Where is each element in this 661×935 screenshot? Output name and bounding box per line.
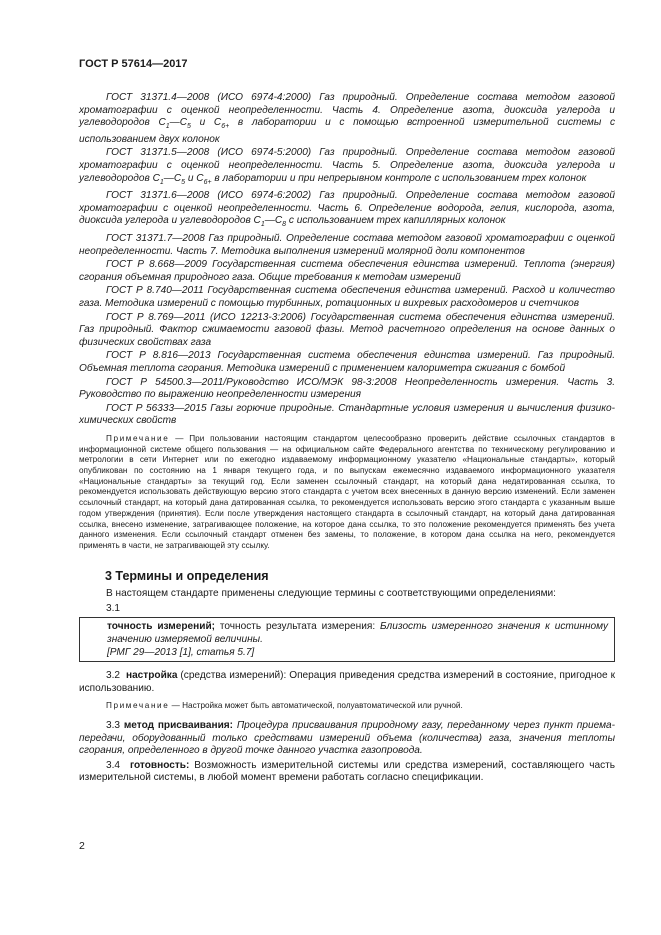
document-header: ГОСТ Р 57614—2017 xyxy=(79,58,188,70)
ref-gost-r-8-816: ГОСТ Р 8.816—2013 Государственная система обеспечения единства измерений. Газ природный. Объемная теплота сгорания. Методика измерений с применением калориметра сжигания с бомбой xyxy=(79,350,615,374)
ref-gost-31371-6: ГОСТ 31371.6—2008 (ИСО 6974-6:2002) Газ природный. Определение состава методом газовой хроматографии с оценкой неопределенности. Часть 6. Определение водорода, гелия, кислорода, азота, диоксида углерода и углеводородов $C_1—C_8$ с использованием трех капиллярных колонок xyxy=(79,190,615,229)
ref-gost-31371-5: ГОСТ 31371.5—2008 (ИСО 6974-5:2000) Газ природный. Определение состава методом газовой хроматографии с оценкой неопределенности. Часть 5. Определение азота, диоксида углерода и углеводородов $C_1—C_5$ и $C_{6+}$ в лаборатории и при непрерывном контроле с использованием трех колонок xyxy=(79,147,615,186)
term-assignment-method: метод присваивания: xyxy=(123,720,234,732)
term-accuracy-source: [РМГ 29—2013 [1], статья 5.7] xyxy=(107,646,255,658)
ref-gost-r-54500-3: ГОСТ Р 54500.3—2011/Руководство ИСО/МЭК 98-3:2008 Неопределенность измерения. Часть 3. Руководство по выражению неопределенности измерения xyxy=(79,376,615,401)
note-references: Примечание — При пользовании настоящим стандартом целесообразно проверить действие ссылочных стандартов в информационной системе общего пользования — на официальном сайте Федерального агентства по техническому регулированию и метрологии в сети Интернет или по ежегодно издаваемому информационному указателю «Национальные стандарты», который опубликован по состоянию на 1 января текущего года, и по выпускам ежемесячно издаваемого информационного указателя «Национальные стандарты» за текущий год. Если заменен ссылочный стандарт, на который дана недатированная ссылка, то рекомендуется использовать действующую версию этого стандарта с учетом всех внесенных в данную версию изменений. Если заменен ссылочный стандарт, на который дана датированная ссылка, то рекомендуется использовать версию этого стандарта с указанным выше годом утверждения (принятия). Если после утверждения настоящего стандарта в ссылочный стандарт, на который дана датированная ссылка, внесено изменение, затрагивающее положение, на которое дана ссылка, то это положение рекомендуется применять без учета данного изменения. Если ссылочный стандарт отменен без замены, то положение, в котором дана ссылка на него, рекомендуется применять в части, не затрагивающей эту ссылку. xyxy=(79,433,615,550)
ref-gost-31371-4: ГОСТ 31371.4—2008 (ИСО 6974-4:2000) Газ природный. Определение состава методом газовой хроматографии с оценкой неопределенности. Часть 4. Определение азота, диоксида углерода и углеводородов $C_1—C_5$ и $C_{6+}$ в лаборатории и с помощью встроенной измерительной системы с использованием двух колонок xyxy=(79,92,615,145)
section-title: 3 Термины и определения xyxy=(105,568,269,583)
ref-gost-r-56333: ГОСТ Р 56333—2015 Газы горючие природные. Стандартные условия измерения и вычисления физико-химических свойств xyxy=(79,402,615,427)
note-adjustment: Примечание — Настройка может быть автоматической, полуавтоматической или ручной. xyxy=(106,701,463,711)
section-intro: В настоящем стандарте применены следующие термины с соответствующими определениями: xyxy=(106,588,556,600)
page-number: 2 xyxy=(79,840,85,852)
ref-gost-r-8-769: ГОСТ Р 8.769—2011 (ИСО 12213-3:2006) Государственная система обеспечения единства измерений. Газ природный. Фактор сжимаемости газовой фазы. Метод расчетного определения на основе данных о физических свойствах газа xyxy=(79,311,615,348)
term-number-3-1: 3.1 xyxy=(106,602,121,614)
note-label: Примечание xyxy=(106,433,170,443)
term-3-3: 3.3 метод присваивания: Процедура присваивания природному газу, переданному через пункт приема-передачи, оборудованный только средствами измерений объема (количества) газа, значения теплоты сгорания, определенного в другой точке данного участка газопровода. xyxy=(79,720,615,757)
term-adjustment: настройка xyxy=(125,670,178,682)
document-body xyxy=(79,92,615,787)
term-accuracy: точность измерений; xyxy=(107,621,216,633)
term-3-4: 3.4 готовность: Возможность измерительной системы или средства измерений, составляющего часть измерительной системы, в любой момент времени работать согласно спецификации. xyxy=(79,759,615,784)
term-readiness: готовность: xyxy=(129,759,190,771)
ref-gost-r-8-740: ГОСТ Р 8.740—2011 Государственная система обеспечения единства измерений. Расход и количество газа. Методика измерений с помощью турбинных, ротационных и вихревых расходомеров и счетчиков xyxy=(79,285,615,309)
term-accuracy-definition: Близость измеренного значения к истинному значению измеряемой величины. xyxy=(107,621,608,645)
term-box-accuracy: точность измерений; точность результата измерения: Близость измеренного значения к истинному значению измеряемой величины. [РМГ 29—2013 [1], статья 5.7] xyxy=(79,617,615,662)
ref-gost-31371-7: ГОСТ 31371.7—2008 Газ природный. Определение состава методом газовой хроматографии с оценкой неопределенности. Часть 7. Методика выполнения измерений молярной доли компонентов xyxy=(79,232,615,257)
ref-gost-r-8-668: ГОСТ Р 8.668—2009 Государственная система обеспечения единства измерений. Теплота (энергия) сгорания объемная природного газа. Общие требования к методам измерений xyxy=(79,259,615,283)
term-3-2: 3.2 настройка (средства измерений): Операция приведения средства измерений в состояние, пригодное к использованию. xyxy=(79,670,615,694)
